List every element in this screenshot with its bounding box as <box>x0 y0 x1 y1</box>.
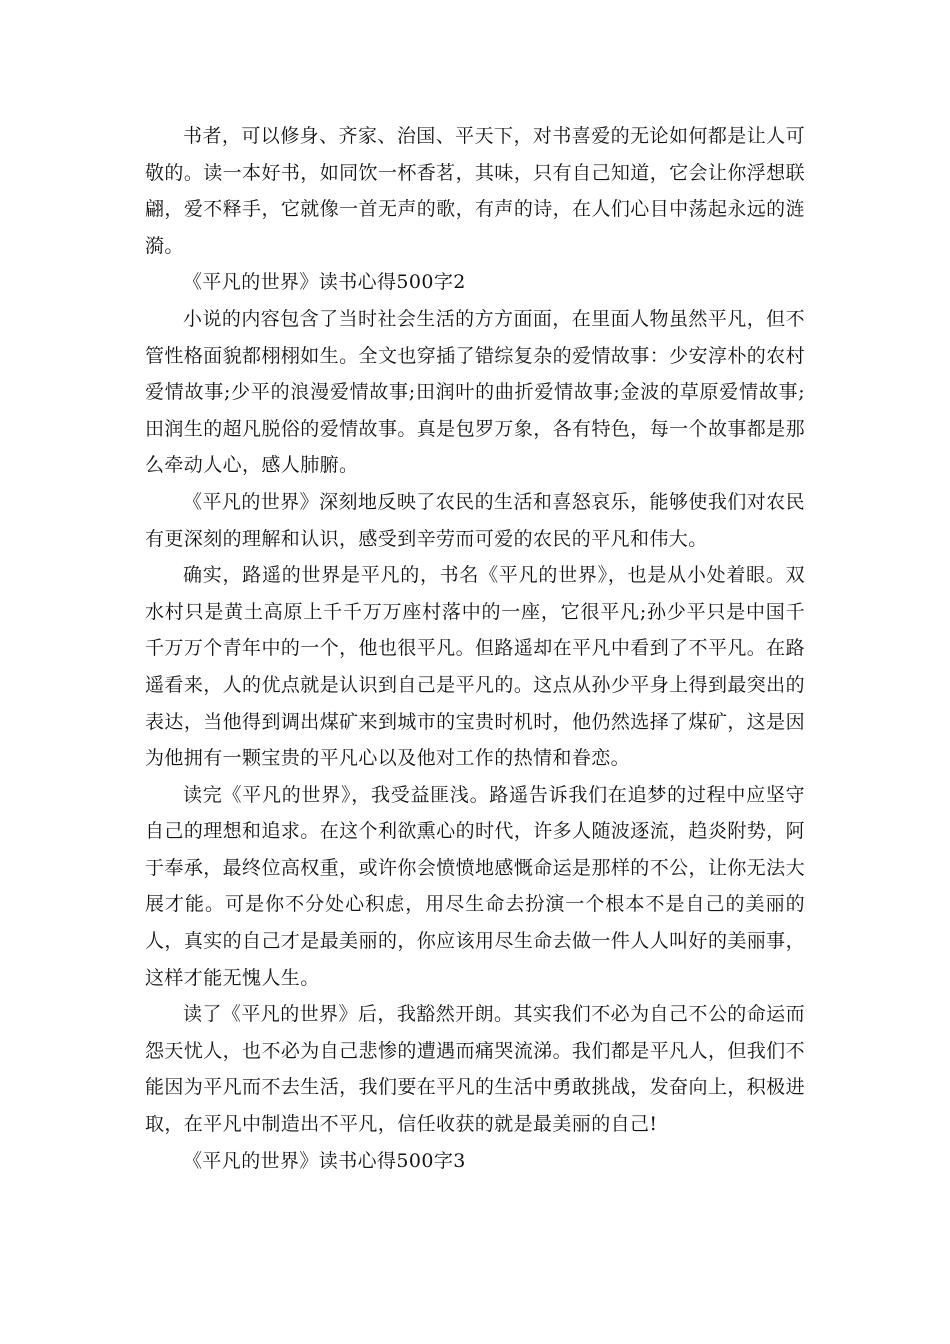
paragraph-after-reading: 读完《平凡的世界》，我受益匪浅。路遥告诉我们在追梦的过程中应坚守自己的理想和追求。在这个利欲熏心的时代，许多人随波逐流，趋炎附势，阿于奉承，最终位高权重，或许你会愤愤地感慨命运是那样的不公，让你无法大展才能。可是你不分处心积虑，用尽生命去扮演一个根本不是自己的美丽的人，真实的自己才是最美丽的，你应该用尽生命去做一件人人叫好的美丽事，这样才能无愧人生。 <box>145 783 805 989</box>
document-body <box>145 118 805 1179</box>
paragraph-farmers: 《平凡的世界》深刻地反映了农民的生活和喜怒哀乐，能够使我们对农民有更深刻的理解和认识，感受到辛劳而可爱的农民的平凡和伟大。 <box>145 490 805 550</box>
section-heading-2: 《平凡的世界》读书心得500字2 <box>183 271 466 294</box>
section-heading-3: 《平凡的世界》读书心得500字3 <box>183 1149 466 1172</box>
paragraph-conclusion: 读了《平凡的世界》后，我豁然开朗。其实我们不必为自己不公的命运而怨天忧人，也不必为自己悲惨的遭遇而痛哭流涕。我们都是平凡人，但我们不能因为平凡而不去生活，我们要在平凡的生活中勇敢挑战，发奋向上，积极进取，在平凡中制造出不平凡，信任收获的就是最美丽的自己! <box>145 1003 805 1136</box>
paragraph-novel-content: 小说的内容包含了当时社会生活的方方面面，在里面人物虽然平凡，但不管性格面貌都栩栩如生。全文也穿插了错综复杂的爱情故事：少安淳朴的农村爱情故事;少平的浪漫爱情故事;田润叶的曲折爱情故事;金波的草原爱情故事;田润生的超凡脱俗的爱情故事。真是包罗万象，各有特色，每一个故事都是那么牵动人心，感人肺腑。 <box>145 307 805 477</box>
paragraph-intro: 书者，可以修身、齐家、治国、平天下，对书喜爱的无论如何都是让人可敬的。读一本好书，如同饮一杯香茗，其味，只有自己知道，它会让你浮想联翩，爱不释手，它就像一首无声的歌，有声的诗，在人们心目中荡起永远的涟漪。 <box>145 125 805 257</box>
paragraph-ordinary-world: 确实，路遥的世界是平凡的，书名《平凡的世界》，也是从小处着眼。双水村只是黄土高原上千千万万座村落中的一座，它很平凡;孙少平只是中国千千万万个青年中的一个，他也很平凡。但路遥却在平凡中看到了不平凡。在路遥看来，人的优点就是认识到自己是平凡的。这点从孙少平身上得到最突出的表达，当他得到调出煤矿来到城市的宝贵时机时，他仍然选择了煤矿，这是因为他拥有一颗宝贵的平凡心以及他对工作的热情和眷恋。 <box>145 564 805 770</box>
